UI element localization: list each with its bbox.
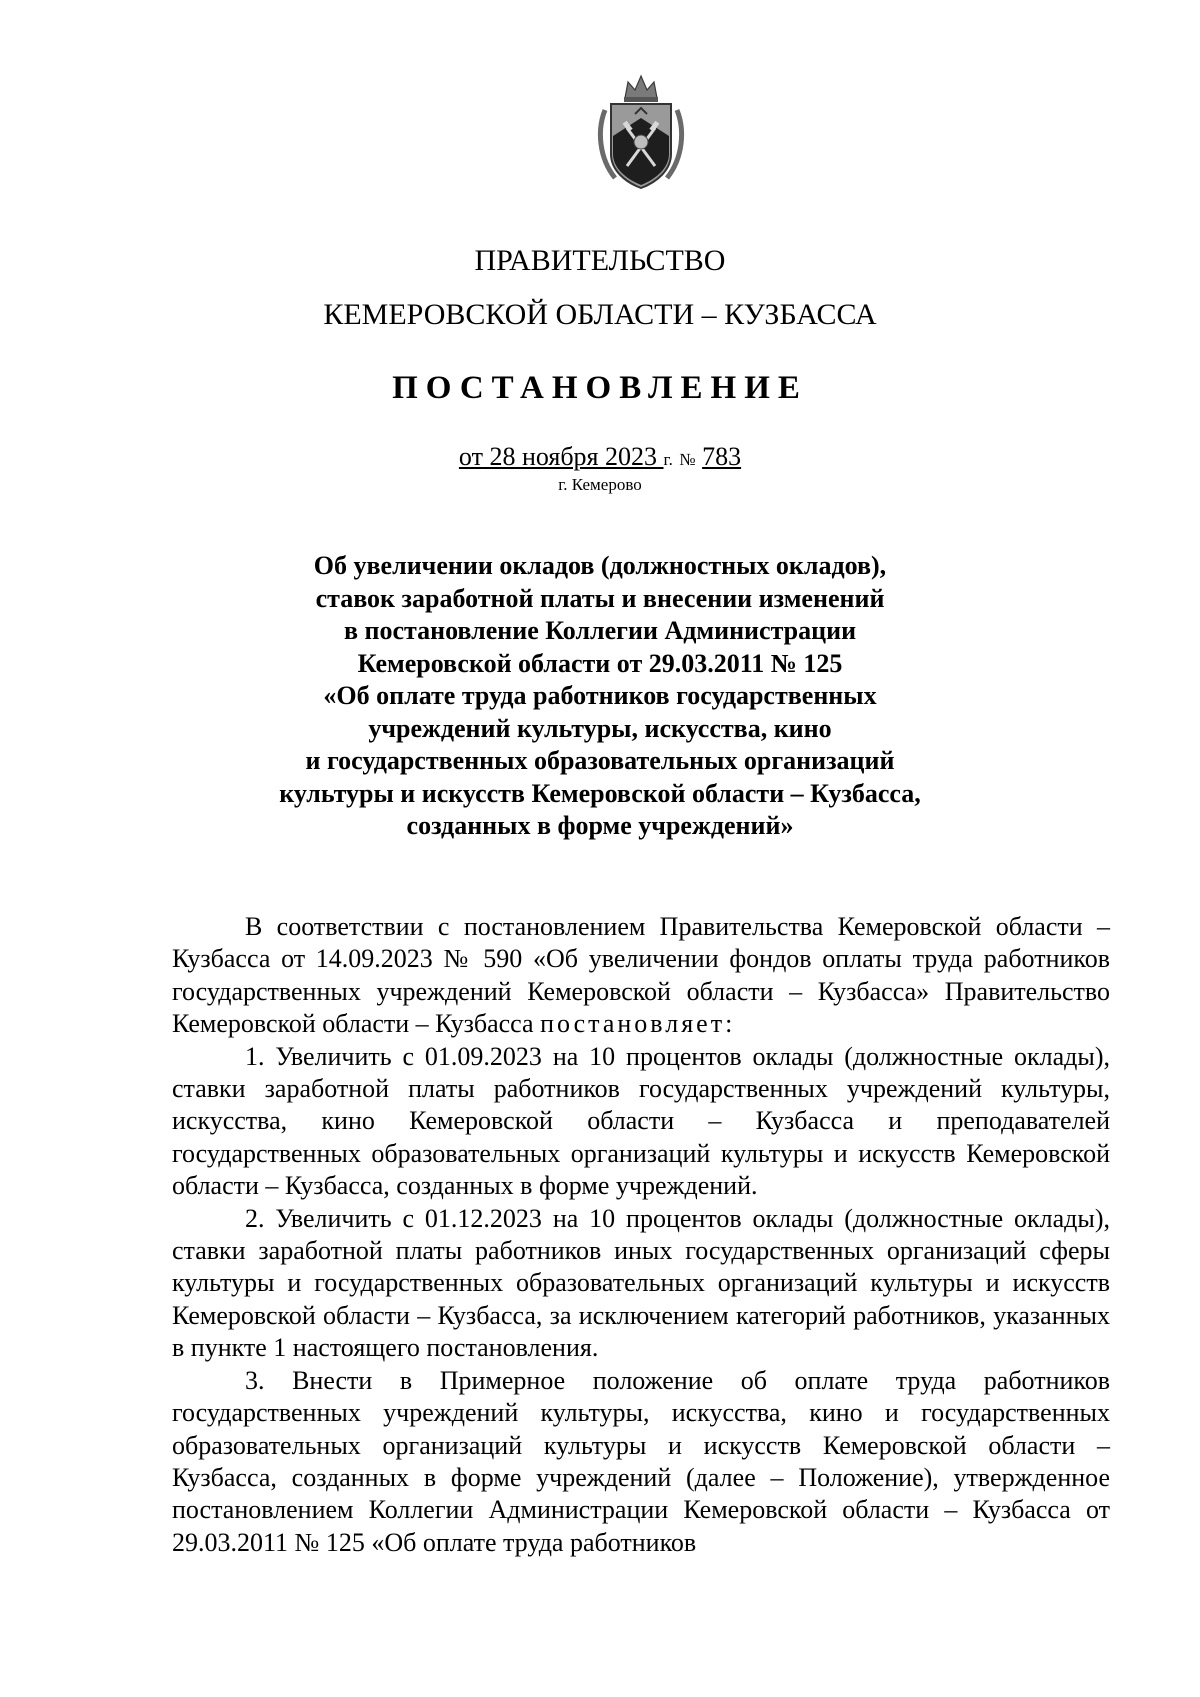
decree-verb: постановляет: <box>540 1009 736 1039</box>
title-line: ставок заработной платы и внесении изменений <box>315 583 885 613</box>
title-line: учреждений культуры, искусства, кино <box>368 713 832 743</box>
intro-paragraph <box>172 911 1110 1041</box>
document-type-heading: ПОСТАНОВЛЕНИЕ <box>392 370 808 406</box>
year-suffix: г. <box>663 450 673 469</box>
title-line: в постановление Коллегии Администрации <box>343 616 857 645</box>
title-line: «Об оплате труда работников государственных <box>323 681 877 710</box>
title-line: созданных в форме учреждений» <box>406 811 794 840</box>
title-line: Кемеровской области от 29.03.2011 № 125 <box>357 648 843 678</box>
date-prefix: от <box>458 442 483 471</box>
document-body <box>172 911 1110 1559</box>
city-label: г. Кемерово <box>558 475 642 494</box>
title-line: Об увеличении окладов (должностных окладов), <box>313 551 887 580</box>
paragraph-1: 1. Увеличить с 01.09.2023 на 10 процентов оклады (должностные оклады), ставки заработной платы работников государственных учреждений культуры, искусства, кино Кемеровской области – Кузбасса и преподавателей государственных образовательных организаций культуры и искусств Кемеровской области – Кузбасса, созданных в форме учреждений. <box>172 1041 1110 1201</box>
intro-text: В соответствии с постановлением Правительства Кемеровской области – Кузбасса от 14.09.2023 № 590 «Об увеличении фондов оплаты труда работников государственных учреждений Кемеровской области – Кузбасса» Правительство Кемеровской области – Кузбасса <box>172 912 1110 1039</box>
document-number: 783 <box>702 442 742 471</box>
title-line: культуры и искусств Кемеровской области – Кузбасса, <box>279 778 921 808</box>
government-name-line-2: КЕМЕРОВСКОЙ ОБЛАСТИ – КУЗБАССА <box>323 298 877 331</box>
document-title <box>230 550 970 843</box>
title-line: и государственных образовательных организаций <box>305 746 895 775</box>
coat-of-arms-emblem <box>595 70 687 192</box>
date-number-line <box>0 440 1200 477</box>
number-sign: № <box>679 450 696 469</box>
paragraph-2: 2. Увеличить с 01.12.2023 на 10 процентов оклады (должностные оклады), ставки заработной платы работников иных государственных организаций сферы культуры и государственных образовательных организаций культуры и искусств Кемеровской области – Кузбасса, за исключением категорий работников, указанных в пункте 1 настоящего постановления. <box>172 1203 1110 1363</box>
government-name-line-1: ПРАВИТЕЛЬСТВО <box>474 244 726 277</box>
paragraph-3: 3. Внести в Примерное положение об оплате труда работников государственных учреждений культуры, искусства, кино и государственных образовательных организаций культуры и искусств Кемеровской области – Кузбасса, созданных в форме учреждений (далее – Положение), утвержденное постановлением Коллегии Администрации Кемеровской области – Кузбасса от 29.03.2011 № 125 «Об оплате труда работников <box>172 1365 1110 1557</box>
document-date: 28 ноября 2023 <box>489 442 658 471</box>
